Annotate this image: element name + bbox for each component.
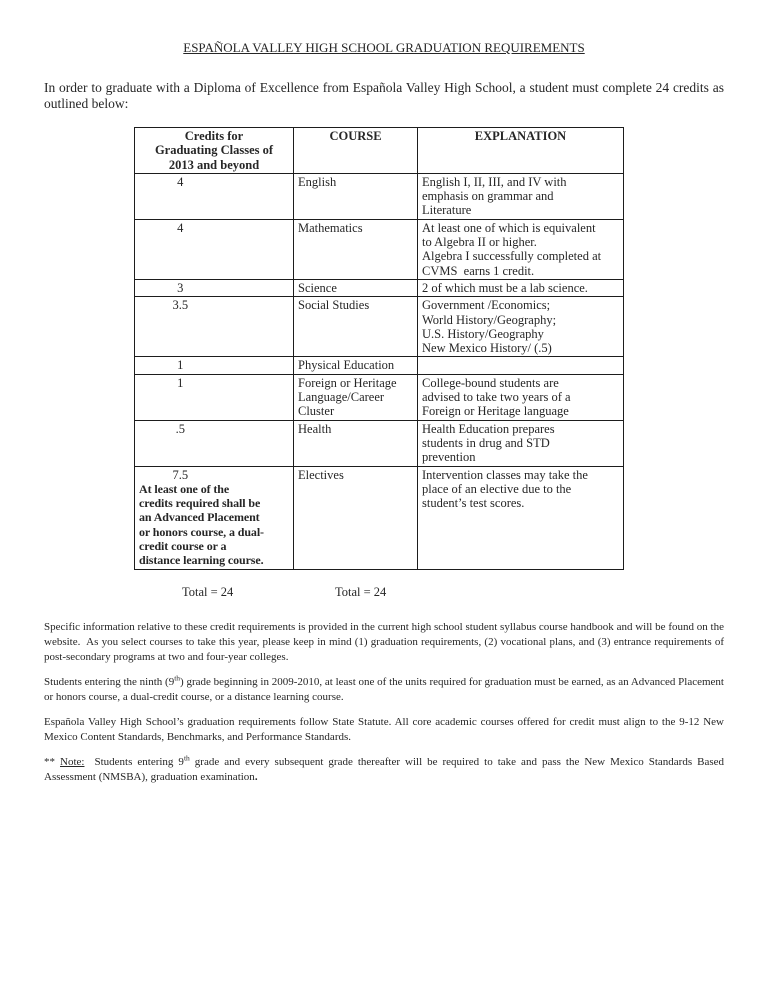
note-prefix: ** (44, 755, 61, 768)
credit-requirement-note: At least one of the credits required shall be an Advanced Placement or honors course, a dual- credit course or a distance learning course. (139, 481, 264, 568)
table-header-row (135, 128, 624, 174)
credit-value: 3.5 (172, 298, 189, 313)
table-row-english (135, 173, 624, 219)
table-row-mathematics (135, 219, 624, 279)
note-label: Note: (60, 755, 85, 768)
paragraph-text: ) grade beginning in 2009-2010, at least one of the units required for graduation must be earned, as an Advanced Placement or honors course, a dual-credit course, or a distance learning course. (44, 675, 724, 703)
credits-cell (135, 219, 294, 279)
credits-cell (135, 466, 294, 569)
credits-total: Total = 24 (182, 584, 234, 599)
ordinal-suffix: th (183, 752, 190, 762)
course-cell: Foreign or Heritage Language/Career Cluster (294, 374, 418, 420)
credits-cell (135, 374, 294, 420)
course-cell: Health (294, 420, 418, 466)
table-row-science (135, 279, 624, 296)
credits-cell (135, 173, 294, 219)
credits-cell (135, 279, 294, 296)
note-paragraph (44, 752, 725, 785)
credit-value: 4 (177, 174, 184, 189)
explanation-cell: Health Education prepares students in drug and STD prevention (418, 420, 624, 466)
totals-row (44, 585, 724, 601)
table-row-foreign-language (135, 374, 624, 420)
course-cell: English (294, 173, 418, 219)
intro-paragraph: In order to graduate with a Diploma of Excellence from Española Valley High School, a student must complete 24 credits as outlined below: (44, 80, 724, 111)
course-cell: Social Studies (294, 297, 418, 357)
credit-value: 7.5 (172, 467, 189, 482)
explanation-cell: Intervention classes may take the place of an elective due to the student’s test scores. (418, 466, 624, 569)
explanation-cell: 2 of which must be a lab science. (418, 279, 624, 296)
course-total: Total = 24 (335, 584, 387, 599)
header-credits: Credits for Graduating Classes of 2013 and beyond (135, 128, 294, 174)
graduation-requirements-table (134, 127, 624, 570)
table-row-physical-education (135, 357, 624, 374)
credit-value: .5 (175, 421, 185, 436)
paragraph-text: Students entering the ninth (9 (44, 675, 175, 688)
paragraph-units-requirement (44, 672, 724, 705)
credits-cell (135, 297, 294, 357)
page-title: ESPAÑOLA VALLEY HIGH SCHOOL GRADUATION REQUIREMENTS (183, 40, 585, 55)
credit-value: 1 (177, 375, 184, 390)
explanation-cell: English I, II, III, and IV with emphasis on grammar and Literature (418, 173, 624, 219)
explanation-cell: At least one of which is equivalent to Algebra II or higher. Algebra I successfully completed at CVMS earns 1 credit. (418, 219, 624, 279)
table-row-health (135, 420, 624, 466)
paragraph-syllabus-info: Specific information relative to these credit requirements is provided in the current high school student syllabus course handbook and will be found on the website. As you select courses to take this year, please keep in mind (1) graduation requirements, (2) vocational plans, and (3) entrance requirements of post-secondary programs at two and four-year colleges. (44, 620, 724, 663)
header-explanation: EXPLANATION (418, 128, 624, 174)
credits-cell (135, 420, 294, 466)
credit-value: 3 (177, 280, 184, 295)
note-period: . (254, 770, 258, 783)
course-cell: Physical Education (294, 357, 418, 374)
course-cell: Mathematics (294, 219, 418, 279)
table-row-electives (135, 466, 624, 569)
table-row-social-studies (135, 297, 624, 357)
credit-value: 1 (177, 358, 184, 373)
header-course: COURSE (294, 128, 418, 174)
explanation-cell (418, 357, 624, 374)
credit-value: 4 (177, 220, 184, 235)
explanation-cell: College-bound students are advised to take two years of a Foreign or Heritage language (418, 374, 624, 420)
course-cell: Science (294, 279, 418, 296)
credits-cell (135, 357, 294, 374)
ordinal-suffix: th (174, 672, 181, 682)
explanation-cell: Government /Economics; World History/Geography; U.S. History/Geography New Mexico History/ (.5) (418, 297, 624, 357)
course-cell: Electives (294, 466, 418, 569)
note-text: Students entering 9 (84, 755, 184, 768)
note-text: grade and every subsequent grade thereafter will be required to take and pass the New Mexico Standards Based Assessment (NMSBA), graduation examination (44, 755, 725, 783)
paragraph-state-statute: Española Valley High School’s graduation requirements follow State Statute. All core academic courses offered for credit must align to the 9-12 New Mexico Content Standards, Benchmarks, and Performance Standards. (44, 715, 724, 743)
